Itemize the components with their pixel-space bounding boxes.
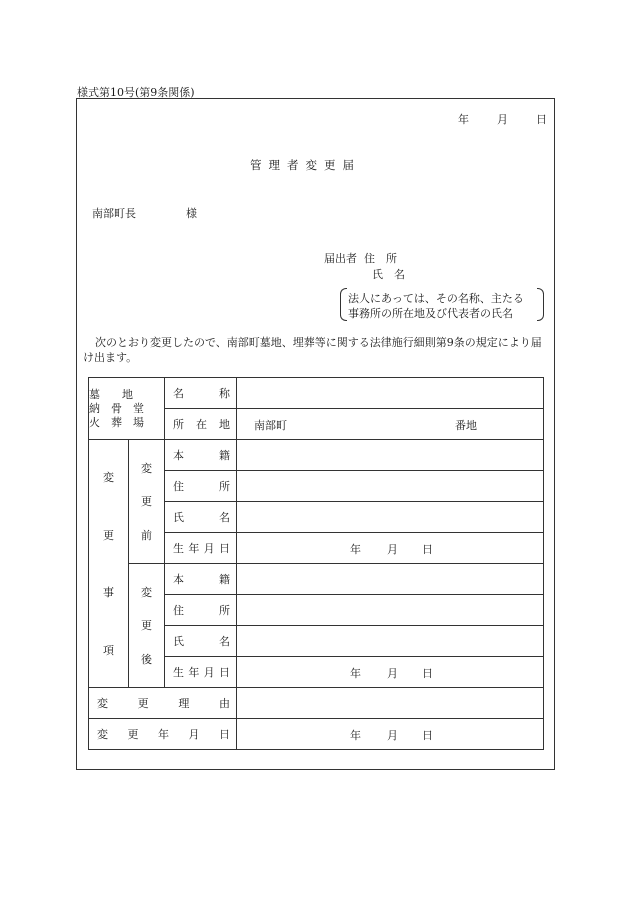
after-birthdate-label: 生 年 月 日 [165,657,237,688]
facility-type-grave: 墓 地 [89,387,133,401]
facility-type-cell [89,378,165,440]
filer-role: 届出者 [324,252,357,265]
facility-name-label: 名 称 [165,378,237,409]
corporate-note-line2: 事務所の所在地及び代表者の氏名 [348,307,513,320]
after-domicile-field[interactable] [237,564,544,595]
filer-name-label: 氏 名 [372,268,405,281]
day-unit: 日 [422,667,433,680]
before-birthdate-label: 生 年 月 日 [165,533,237,564]
form-number-label: 様式第10号(第9条関係) [77,86,195,99]
before-address-label: 住 所 [165,471,237,502]
facility-type-crematorium: 火 葬 場 [89,415,144,429]
filer-address-label: 住 所 [364,252,397,265]
facility-name-field[interactable] [237,378,544,409]
addressee-name: 南部町長 [92,207,136,220]
submission-date [458,111,547,127]
facility-type-ossuary: 納 骨 堂 [89,401,144,415]
statement-text: 次のとおり変更したので、南部町墓地、埋葬等に関する法律施行細則第9条の規定により届け出ます。 [83,336,542,364]
month-unit: 月 [387,543,398,556]
table-row-change-date [89,719,544,750]
after-birthdate-field[interactable] [237,657,544,688]
location-label: 所 在 地 [165,409,237,440]
date-month: 月 [497,113,508,126]
table-row-after-domicile [89,564,544,595]
change-details-table [88,377,544,750]
change-reason-field[interactable] [237,688,544,719]
table-row-name [89,378,544,409]
right-bracket [537,288,544,321]
before-birthdate-field[interactable] [237,533,544,564]
date-day: 日 [536,113,547,126]
change-date-field[interactable] [237,719,544,750]
year-unit: 年 [350,543,361,556]
change-date-label: 変 更 年 月 日 [89,719,237,750]
month-unit: 月 [387,729,398,742]
after-address-label: 住 所 [165,595,237,626]
addressee-honorific: 様 [186,207,197,220]
before-name-field[interactable] [237,502,544,533]
after-address-field[interactable] [237,595,544,626]
change-reason-label: 変 更 理 由 [89,688,237,719]
before-change-label: 変 更 前 [129,440,165,564]
change-items-label: 変 更 事 項 [89,440,129,688]
location-field[interactable] [237,409,544,440]
location-town: 南部町 [254,419,287,432]
document-title: 管理者変更届 [250,158,361,172]
before-name-label: 氏 名 [165,502,237,533]
filer-address-line [324,250,397,266]
table-row-reason [89,688,544,719]
after-change-label: 変 更 後 [129,564,165,688]
before-address-field[interactable] [237,471,544,502]
year-unit: 年 [350,729,361,742]
day-unit: 日 [422,729,433,742]
after-domicile-label: 本 籍 [165,564,237,595]
year-unit: 年 [350,667,361,680]
corporate-note [340,288,544,321]
before-domicile-field[interactable] [237,440,544,471]
table-row-before-domicile [89,440,544,471]
location-lot-suffix: 番地 [455,419,477,432]
after-name-field[interactable] [237,626,544,657]
after-name-label: 氏 名 [165,626,237,657]
day-unit: 日 [422,543,433,556]
before-domicile-label: 本 籍 [165,440,237,471]
addressee [92,205,197,221]
month-unit: 月 [387,667,398,680]
date-year: 年 [458,113,469,126]
left-bracket [340,288,347,321]
corporate-note-line1: 法人にあっては、その名称、主たる [348,292,524,305]
